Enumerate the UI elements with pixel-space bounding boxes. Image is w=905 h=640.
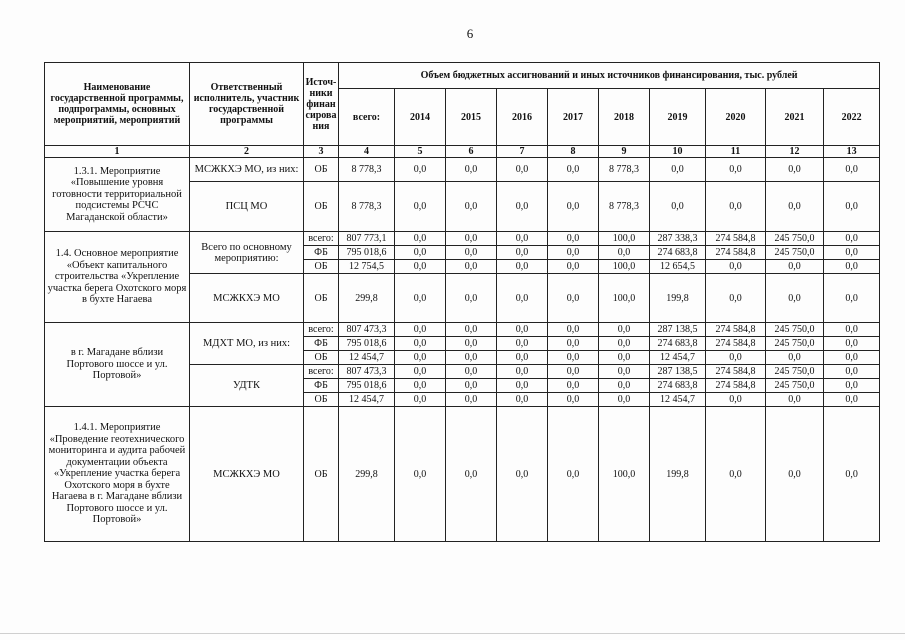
value-cell: 274 683,8	[650, 337, 706, 351]
header-year: 2016	[497, 89, 548, 146]
column-number: 7	[497, 146, 548, 158]
value-cell: 0,0	[706, 182, 766, 232]
value-cell: 0,0	[824, 337, 880, 351]
column-number: 12	[766, 146, 824, 158]
header-year: 2019	[650, 89, 706, 146]
value-cell: 0,0	[395, 351, 446, 365]
value-cell: 0,0	[824, 323, 880, 337]
value-cell: 0,0	[395, 379, 446, 393]
value-cell: 12 454,7	[339, 351, 395, 365]
value-cell: 0,0	[548, 232, 599, 246]
header-name: Наименование государственной программы, подпрограммы, основных мероприятий, мероприятий	[45, 63, 190, 146]
executor-cell: МСЖКХЭ МО, из них:	[190, 158, 304, 182]
value-cell: 0,0	[395, 158, 446, 182]
value-cell: 0,0	[824, 158, 880, 182]
table-row	[45, 407, 880, 542]
value-cell: 0,0	[599, 337, 650, 351]
value-cell: 0,0	[497, 407, 548, 542]
column-number: 10	[650, 146, 706, 158]
value-cell: 0,0	[824, 351, 880, 365]
value-cell: 807 773,1	[339, 232, 395, 246]
value-cell: 0,0	[824, 182, 880, 232]
value-cell: 0,0	[824, 232, 880, 246]
program-name-cell: 1.4. Основное мероприятие «Объект капитального строительства «Укрепление участка берега Охотского моря в бухте Нагаева	[45, 232, 190, 323]
value-cell: 0,0	[548, 182, 599, 232]
value-cell: 274 584,8	[706, 379, 766, 393]
header-volume: Объем бюджетных ассигнований и иных источников финансирования, тыс. рублей	[339, 63, 880, 89]
value-cell: 0,0	[497, 393, 548, 407]
value-cell: 245 750,0	[766, 232, 824, 246]
value-cell: 0,0	[766, 274, 824, 323]
value-cell: 795 018,6	[339, 246, 395, 260]
value-cell: 0,0	[599, 379, 650, 393]
value-cell: 0,0	[548, 323, 599, 337]
value-cell: 0,0	[824, 365, 880, 379]
column-number: 4	[339, 146, 395, 158]
executor-cell: МСЖКХЭ МО	[190, 407, 304, 542]
source-cell: ОБ	[304, 158, 339, 182]
value-cell: 0,0	[548, 393, 599, 407]
program-name-cell: в г. Магадане вблизи Портового шоссе и ул. Портовой»	[45, 323, 190, 407]
value-cell: 0,0	[395, 323, 446, 337]
scan-edge-line	[0, 633, 905, 634]
value-cell: 199,8	[650, 274, 706, 323]
source-cell: всего:	[304, 323, 339, 337]
executor-cell: УДТК	[190, 365, 304, 407]
value-cell: 0,0	[824, 274, 880, 323]
program-name-cell: 1.3.1. Мероприятие «Повышение уровня готовности территориальной подсистемы РСЧС Магаданской области»	[45, 158, 190, 232]
value-cell: 0,0	[766, 182, 824, 232]
value-cell: 795 018,6	[339, 379, 395, 393]
value-cell: 0,0	[548, 260, 599, 274]
value-cell: 274 584,8	[706, 337, 766, 351]
value-cell: 100,0	[599, 232, 650, 246]
value-cell: 287 138,5	[650, 323, 706, 337]
table-row	[45, 232, 880, 246]
value-cell: 0,0	[446, 182, 497, 232]
value-cell: 0,0	[446, 337, 497, 351]
value-cell: 0,0	[395, 182, 446, 232]
value-cell: 0,0	[766, 407, 824, 542]
column-number: 13	[824, 146, 880, 158]
column-number: 5	[395, 146, 446, 158]
column-number: 8	[548, 146, 599, 158]
header-year: 2015	[446, 89, 497, 146]
value-cell: 0,0	[548, 337, 599, 351]
source-cell: ОБ	[304, 274, 339, 323]
header-year: 2017	[548, 89, 599, 146]
value-cell: 0,0	[446, 246, 497, 260]
value-cell: 245 750,0	[766, 365, 824, 379]
column-number: 9	[599, 146, 650, 158]
page-number: 6	[466, 26, 474, 41]
value-cell: 0,0	[824, 407, 880, 542]
value-cell: 0,0	[599, 365, 650, 379]
value-cell: 245 750,0	[766, 323, 824, 337]
value-cell: 287 138,5	[650, 365, 706, 379]
source-cell: ОБ	[304, 351, 339, 365]
value-cell: 0,0	[706, 158, 766, 182]
value-cell: 8 778,3	[599, 158, 650, 182]
value-cell: 0,0	[824, 260, 880, 274]
value-cell: 0,0	[548, 246, 599, 260]
value-cell: 0,0	[766, 351, 824, 365]
table-row	[45, 323, 880, 337]
funding-table	[44, 62, 880, 542]
header-source: Источ-ники финан сирова ния	[304, 63, 339, 146]
value-cell: 0,0	[446, 232, 497, 246]
value-cell: 0,0	[497, 232, 548, 246]
column-number: 11	[706, 146, 766, 158]
header-year: 2018	[599, 89, 650, 146]
value-cell: 245 750,0	[766, 246, 824, 260]
value-cell: 287 338,3	[650, 232, 706, 246]
header-year: 2022	[824, 89, 880, 146]
value-cell: 0,0	[497, 379, 548, 393]
value-cell: 274 584,8	[706, 323, 766, 337]
value-cell: 0,0	[766, 393, 824, 407]
value-cell: 0,0	[497, 246, 548, 260]
value-cell: 0,0	[599, 323, 650, 337]
value-cell: 0,0	[497, 323, 548, 337]
value-cell: 12 454,7	[650, 351, 706, 365]
value-cell: 0,0	[497, 274, 548, 323]
value-cell: 100,0	[599, 407, 650, 542]
value-cell: 8 778,3	[599, 182, 650, 232]
value-cell: 0,0	[395, 407, 446, 542]
value-cell: 0,0	[548, 158, 599, 182]
value-cell: 0,0	[497, 337, 548, 351]
value-cell: 245 750,0	[766, 379, 824, 393]
value-cell: 8 778,3	[339, 182, 395, 232]
value-cell: 795 018,6	[339, 337, 395, 351]
value-cell: 0,0	[497, 182, 548, 232]
value-cell: 0,0	[497, 158, 548, 182]
value-cell: 100,0	[599, 260, 650, 274]
column-number: 1	[45, 146, 190, 158]
value-cell: 0,0	[446, 323, 497, 337]
value-cell: 0,0	[766, 158, 824, 182]
value-cell: 274 584,8	[706, 365, 766, 379]
value-cell: 0,0	[548, 407, 599, 542]
value-cell: 0,0	[395, 260, 446, 274]
value-cell: 0,0	[706, 274, 766, 323]
source-cell: ФБ	[304, 246, 339, 260]
value-cell: 0,0	[766, 260, 824, 274]
column-number: 2	[190, 146, 304, 158]
value-cell: 299,8	[339, 274, 395, 323]
value-cell: 12 454,7	[339, 393, 395, 407]
value-cell: 0,0	[599, 246, 650, 260]
value-cell: 0,0	[824, 246, 880, 260]
value-cell: 0,0	[395, 337, 446, 351]
source-cell: всего:	[304, 232, 339, 246]
value-cell: 100,0	[599, 274, 650, 323]
value-cell: 807 473,3	[339, 323, 395, 337]
value-cell: 0,0	[497, 351, 548, 365]
executor-cell: МДХТ МО, из них:	[190, 323, 304, 365]
value-cell: 0,0	[599, 393, 650, 407]
value-cell: 199,8	[650, 407, 706, 542]
value-cell: 0,0	[548, 379, 599, 393]
value-cell: 0,0	[706, 393, 766, 407]
source-cell: ФБ	[304, 337, 339, 351]
source-cell: ФБ	[304, 379, 339, 393]
value-cell: 0,0	[706, 407, 766, 542]
value-cell: 0,0	[650, 182, 706, 232]
value-cell: 0,0	[497, 365, 548, 379]
value-cell: 0,0	[548, 365, 599, 379]
value-cell: 299,8	[339, 407, 395, 542]
source-cell: всего:	[304, 365, 339, 379]
value-cell: 0,0	[446, 393, 497, 407]
value-cell: 0,0	[446, 365, 497, 379]
value-cell: 0,0	[395, 365, 446, 379]
header-year: 2020	[706, 89, 766, 146]
value-cell: 12 754,5	[339, 260, 395, 274]
value-cell: 274 584,8	[706, 232, 766, 246]
value-cell: 0,0	[548, 351, 599, 365]
header-total: всего:	[339, 89, 395, 146]
source-cell: ОБ	[304, 393, 339, 407]
value-cell: 12 654,5	[650, 260, 706, 274]
value-cell: 0,0	[446, 274, 497, 323]
header-executor: Ответственный исполнитель, участник государственной программы	[190, 63, 304, 146]
header-year: 2021	[766, 89, 824, 146]
program-name-cell: 1.4.1. Мероприятие «Проведение геотехнического мониторинга и аудита рабочей документации объекта «Укрепление участка берега Охотского моря в бухте Нагаева в г. Магадане вблизи Портового шоссе и ул. Портовой»	[45, 407, 190, 542]
value-cell: 12 454,7	[650, 393, 706, 407]
table-row	[45, 158, 880, 182]
value-cell: 245 750,0	[766, 337, 824, 351]
value-cell: 0,0	[395, 232, 446, 246]
source-cell: ОБ	[304, 182, 339, 232]
value-cell: 0,0	[650, 158, 706, 182]
column-number: 6	[446, 146, 497, 158]
value-cell: 0,0	[395, 246, 446, 260]
value-cell: 274 683,8	[650, 379, 706, 393]
value-cell: 0,0	[446, 158, 497, 182]
value-cell: 0,0	[446, 379, 497, 393]
header-year: 2014	[395, 89, 446, 146]
value-cell: 0,0	[446, 260, 497, 274]
value-cell: 0,0	[599, 351, 650, 365]
value-cell: 807 473,3	[339, 365, 395, 379]
value-cell: 0,0	[395, 274, 446, 323]
value-cell: 274 683,8	[650, 246, 706, 260]
value-cell: 274 584,8	[706, 246, 766, 260]
column-number: 3	[304, 146, 339, 158]
value-cell: 0,0	[446, 351, 497, 365]
source-cell: ОБ	[304, 407, 339, 542]
source-cell: ОБ	[304, 260, 339, 274]
value-cell: 0,0	[706, 260, 766, 274]
value-cell: 8 778,3	[339, 158, 395, 182]
value-cell: 0,0	[446, 407, 497, 542]
executor-cell: МСЖКХЭ МО	[190, 274, 304, 323]
value-cell: 0,0	[824, 379, 880, 393]
executor-cell: Всего по основному мероприятию:	[190, 232, 304, 274]
value-cell: 0,0	[706, 351, 766, 365]
value-cell: 0,0	[824, 393, 880, 407]
value-cell: 0,0	[497, 260, 548, 274]
value-cell: 0,0	[395, 393, 446, 407]
value-cell: 0,0	[548, 274, 599, 323]
executor-cell: ПСЦ МО	[190, 182, 304, 232]
